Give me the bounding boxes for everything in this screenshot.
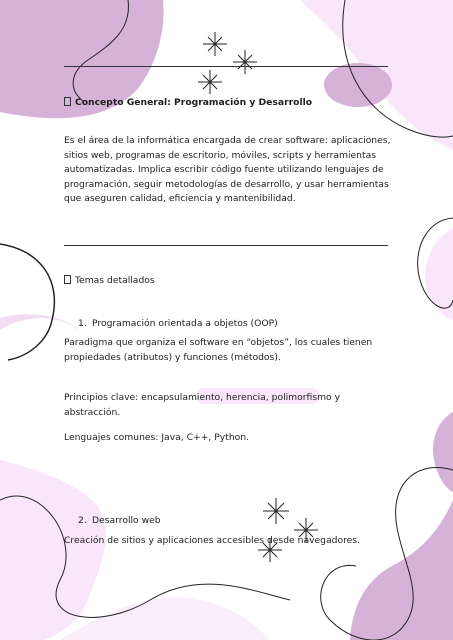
list-item-2-description: Creación de sitios y aplicaciones accesibles desde navegadores.: [64, 535, 361, 546]
list-item-2-title: [78, 514, 161, 528]
list-item-1-description: Paradigma que organiza el software en “objetos”, los cuales tienen propiedades (atributos) y funciones (métodos).: [64, 337, 373, 363]
list-item-2-title-text: Desarrollo web: [92, 515, 161, 526]
section1-heading: [64, 96, 394, 111]
middle-divider: [64, 245, 388, 246]
section2-heading: [64, 274, 394, 289]
section2-heading-text: Temas detallados: [75, 275, 155, 286]
section1-paragraph: Es el área de la informática encargada de crear software: aplicaciones, sitios web, programas de escritorio, móviles, scripts y herramientas automatizadas. Implica escribir código fuente utilizando lenguajes de programación, seguir metodologías de desarrollo, y usar herramientas que aseguren calidad, eficiencia y mantenibilidad.: [64, 135, 391, 204]
list-item-1-languages: Lenguajes comunes: Java, C++, Python.: [64, 432, 250, 443]
list-item-1-number: 1.: [78, 318, 87, 329]
missing-glyph-icon: [64, 97, 71, 106]
top-divider: [64, 66, 388, 67]
missing-glyph-icon: [64, 275, 71, 284]
list-item-1-title: [78, 317, 278, 331]
list-item-2-number: 2.: [78, 515, 87, 526]
list-item-1-title-text: Programación orientada a objetos (OOP): [92, 318, 278, 329]
list-item-1-principles: Principios clave: encapsulamiento, herencia, polimorfismo y abstracción.: [64, 392, 341, 418]
section1-heading-text: Concepto General: Programación y Desarrollo: [75, 97, 313, 108]
